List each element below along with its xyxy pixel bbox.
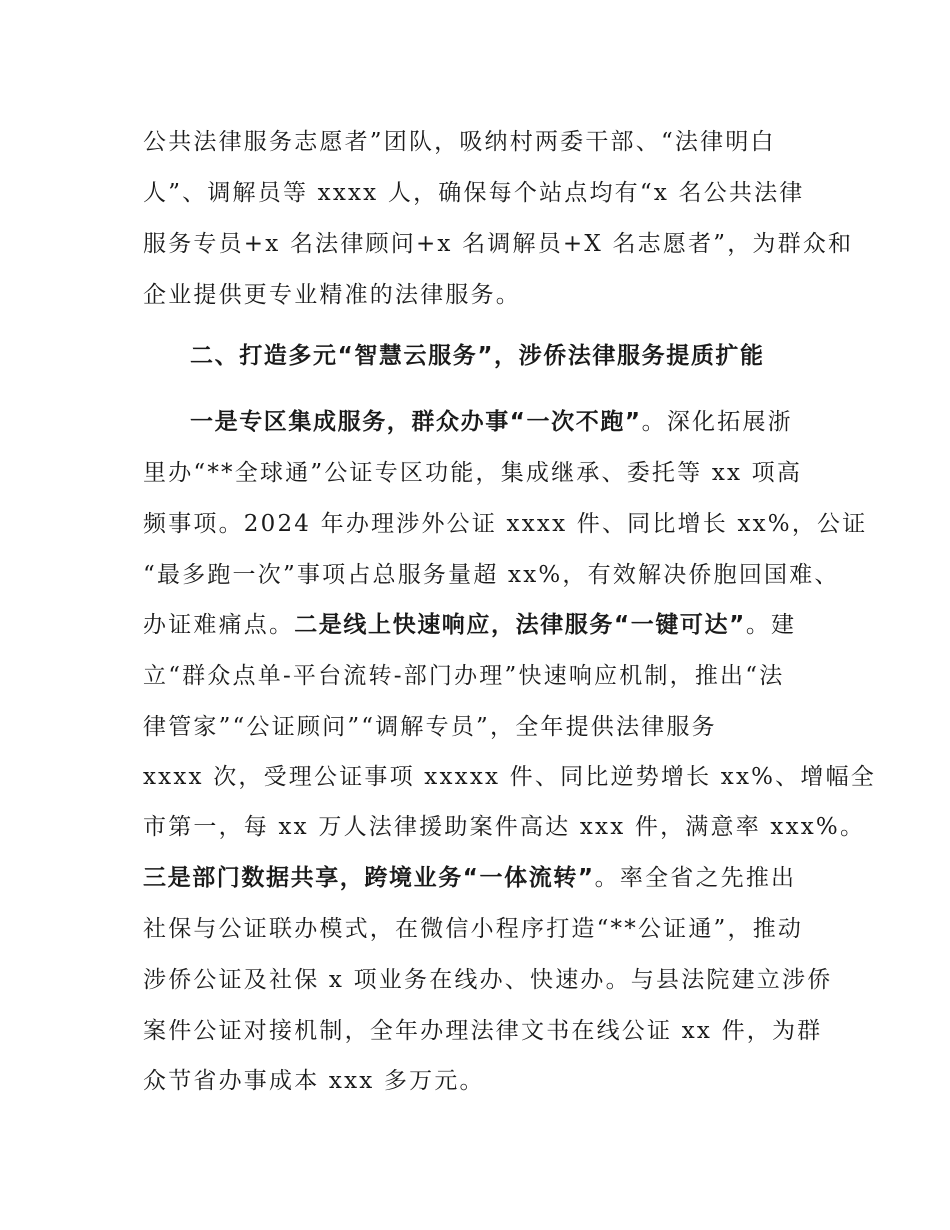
paragraph-line: 立“群众点单-平台流转-部门办理”快速响应机制，推出“法 [143,663,785,689]
paragraph-line: 里办“**全球通”公证专区功能，集成继承、委托等 xx 项高 [143,460,803,486]
bold-lead-text: 三是部门数据共享，跨境业务“一体流转” [143,865,595,891]
paragraph-text: 。建 [745,612,797,638]
paragraph-line [190,407,793,437]
paragraph-line: 频事项。2024 年办理涉外公证 xxxx 件、同比增长 xx%，公证 [143,511,868,537]
paragraph-text: 。率全省之先推出 [594,865,797,891]
paragraph-line: 案件公证对接机制，全年办理法律文书在线公证 xx 件，为群 [143,1018,823,1044]
paragraph-line: xxxx 次，受理公证事项 xxxxx 件、同比逆势增长 xx%、增幅全 [143,764,876,790]
paragraph-line: 律管家”“公证顾问”“调解专员”，全年提供法律服务 [143,714,717,740]
paragraph-line [143,863,796,893]
paragraph-line: 众节省办事成本 xxx 多万元。 [143,1068,485,1094]
paragraph-line: 企业提供更专业精准的法律服务。 [143,282,521,308]
bold-lead-text: 一是专区集成服务，群众办事“一次不跑” [190,409,642,435]
bold-lead-text: 二是线上快速响应，法律服务“一键可达” [294,612,746,638]
paragraph-line: 人”、调解员等 xxxx 人，确保每个站点均有“x 名公共法律 [143,180,805,206]
paragraph-line: 公共法律服务志愿者”团队，吸纳村两委干部、“法律明白 [143,129,776,155]
paragraph-text: 。深化拓展浙 [641,409,793,435]
paragraph-line [143,610,796,640]
paragraph-line: “最多跑一次”事项占总服务量超 xx%，有效解决侨胞回国难、 [143,562,840,588]
paragraph-line: 社保与公证联办模式，在微信小程序打造“**公证通”，推动 [143,916,804,942]
paragraph-line: 市第一，每 xx 万人法律援助案件高达 xxx 件，满意率 xxx%。 [143,814,866,840]
section-heading: 二、打造多元“智慧云服务”，涉侨法律服务提质扩能 [190,343,765,369]
paragraph-text: 办证难痛点。 [143,612,295,638]
paragraph-line: 服务专员+x 名法律顾问+x 名调解员+X 名志愿者”，为群众和 [143,231,854,257]
paragraph-line: 涉侨公证及社保 x 项业务在线办、快速办。与县法院建立涉侨 [143,967,833,993]
